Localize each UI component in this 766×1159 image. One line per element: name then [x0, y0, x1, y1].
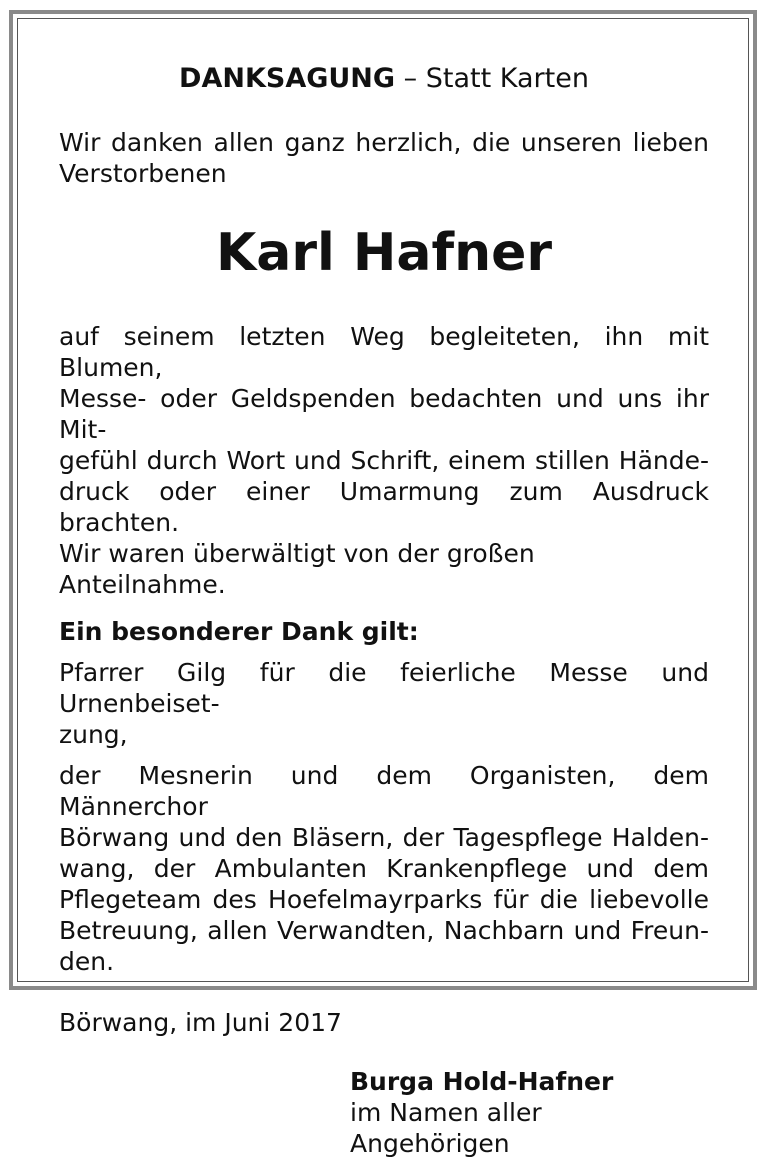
item-line: der Mesnerin und dem Organisten, dem Männerchor: [59, 761, 709, 821]
thanks-item: [59, 657, 709, 750]
signatory-note: im Namen aller Angehörigen: [350, 1098, 542, 1158]
item-line: den.: [59, 947, 115, 976]
headline: [59, 63, 709, 94]
special-thanks-heading: Ein besonderer Dank gilt:: [59, 617, 419, 646]
item-line: Betreuung, allen Verwandten, Nachbarn und Freun-: [59, 916, 709, 945]
headline-subtitle: – Statt Karten: [395, 63, 589, 94]
paragraph-line: Messe- oder Geldspenden bedachten und uns ihr Mit-: [59, 384, 709, 444]
item-line: Pflegeteam des Hoefelmayrparks für die liebevolle: [59, 885, 709, 914]
intro-line: Wir danken allen ganz herzlich, die unseren lieben: [59, 128, 709, 157]
item-line: Börwang und den Bläsern, der Tagespflege Halden-: [59, 823, 709, 852]
item-line: Pfarrer Gilg für die feierliche Messe und Urnenbeiset-: [59, 658, 709, 718]
item-line: wang, der Ambulanten Krankenpflege und dem: [59, 854, 709, 883]
signature-block: [59, 1066, 709, 1159]
notice-content: [59, 55, 709, 1159]
paragraph-line: Wir waren überwältigt von der großen Anteilnahme.: [59, 539, 535, 599]
thanks-paragraph: [59, 321, 709, 600]
place-date: Börwang, im Juni 2017: [59, 1008, 342, 1037]
paragraph-line: auf seinem letzten Weg begleiteten, ihn mit Blumen,: [59, 322, 709, 382]
paragraph-line: druck oder einer Umarmung zum Ausdruck brachten.: [59, 477, 709, 537]
signatory-name: Burga Hold-Hafner: [350, 1067, 614, 1096]
deceased-name: Karl Hafner: [215, 223, 553, 283]
paragraph-line: gefühl durch Wort und Schrift, einem stillen Hände-: [59, 446, 709, 475]
headline-title: DANKSAGUNG: [179, 63, 396, 94]
thanks-item: [59, 760, 709, 977]
item-line: zung,: [59, 720, 128, 749]
intro-text: [59, 127, 709, 189]
intro-line: Verstorbenen: [59, 159, 227, 188]
